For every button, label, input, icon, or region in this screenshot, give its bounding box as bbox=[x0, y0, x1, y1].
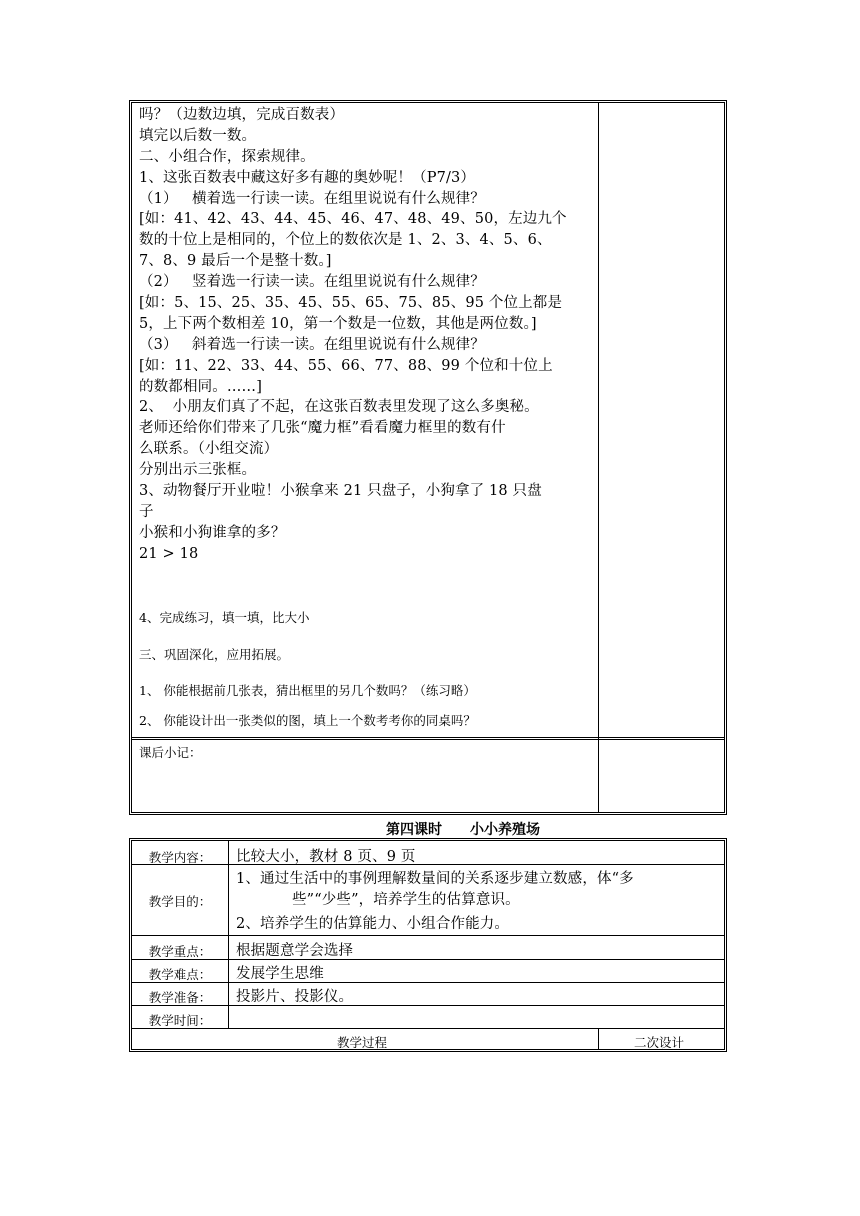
goal-label: 教学目的： bbox=[148, 894, 212, 909]
content-label: 教学内容： bbox=[148, 850, 212, 865]
text-line: 4、完成练习，填一填，比大小 bbox=[139, 610, 310, 625]
text-line: 么联系。（小组交流） bbox=[139, 441, 279, 458]
lesson-info-table bbox=[129, 838, 727, 1052]
text-line: 数的十位上是相同的，个位上的数依次是 1、2、3、4、5、6、 bbox=[139, 232, 552, 249]
redesign-label: 二次设计 bbox=[634, 1035, 685, 1050]
text-line: 吗？（边数边填，完成百数表） bbox=[139, 107, 345, 123]
text-line: [如：11、22、33、44、55、66、77、88、99 个位和十位上 bbox=[139, 357, 553, 374]
text-line: 子 bbox=[139, 503, 154, 520]
difficulty-value: 发展学生思维 bbox=[236, 966, 324, 982]
goal-line: 2、培养学生的估算能力、小组合作能力。 bbox=[236, 916, 510, 932]
after-class-notes-label: 课后小记： bbox=[139, 745, 202, 760]
row-divider bbox=[132, 935, 724, 936]
text-line: 5，上下两个数相差 10，第一个数是一位数，其他是两位数。] bbox=[139, 315, 537, 332]
prep-value: 投影片、投影仪。 bbox=[236, 989, 354, 1005]
text-line: 三、巩固深化，应用拓展。 bbox=[139, 647, 290, 662]
row-divider bbox=[132, 737, 724, 740]
content-value: 比较大小，教材 8 页、9 页 bbox=[236, 849, 416, 865]
lesson-period: 第四课时 bbox=[386, 822, 442, 838]
text-line: 2、 你能设计出一张类似的图，填上一个数考考你的同桌吗？ bbox=[139, 713, 476, 728]
text-line: 7、8、9 最后一个是整十数。] bbox=[139, 253, 332, 270]
text-line: （2） 竖着选一行读一读。在组里说说有什么规律？ bbox=[139, 274, 485, 291]
text-line: 21 > 18 bbox=[139, 545, 199, 562]
text-line: 2、 小朋友们真了不起，在这张百数表里发现了这么多奥秘。 bbox=[139, 399, 539, 416]
text-line: 填完以后数一数。 bbox=[139, 127, 257, 144]
text-line: [如：5、15、25、35、45、55、65、75、85、95 个位上都是 bbox=[139, 295, 563, 312]
text-line: 二、小组合作，探索规律。 bbox=[139, 148, 315, 165]
lesson-heading bbox=[386, 819, 540, 839]
text-line: [如：41、42、43、44、45、46、47、48、49、50，左边九个 bbox=[139, 211, 567, 228]
text-line: 的数都相同。……] bbox=[139, 378, 263, 395]
prep-label: 教学准备： bbox=[148, 990, 212, 1005]
text-line: （3） 斜着选一行读一读。在组里说说有什么规律？ bbox=[139, 336, 485, 353]
lesson-process-table bbox=[129, 100, 727, 815]
lesson-title: 小小养殖场 bbox=[470, 822, 540, 838]
text-line: 老师还给你们带来了几张“魔力框”看看魔力框里的数有什 bbox=[139, 420, 506, 437]
text-line: （1） 横着选一行读一读。在组里说说有什么规律？ bbox=[139, 190, 485, 207]
text-line: 3、动物餐厅开业啦！小猴拿来 21 只盘子，小狗拿了 18 只盘 bbox=[139, 483, 542, 500]
process-label: 教学过程 bbox=[337, 1035, 388, 1050]
time-label: 教学时间： bbox=[148, 1013, 212, 1028]
difficulty-label: 教学难点： bbox=[148, 967, 212, 982]
text-line: 1、这张百数表中藏这好多有趣的奥妙呢！（P7/3） bbox=[139, 169, 476, 186]
lesson-process-text bbox=[139, 105, 595, 565]
text-line: 分别出示三张框。 bbox=[139, 462, 257, 479]
column-divider bbox=[598, 103, 599, 812]
goal-line: 些”“少些”，培养学生的估算意识。 bbox=[292, 892, 520, 908]
goal-line: 1、通过生活中的事例理解数量间的关系逐步建立数感，体“多 bbox=[236, 871, 634, 887]
column-divider bbox=[598, 1028, 599, 1049]
text-line: 小猴和小狗谁拿的多？ bbox=[139, 524, 286, 541]
focus-label: 教学重点： bbox=[148, 944, 212, 959]
focus-value: 根据题意学会选择 bbox=[236, 943, 354, 959]
text-line: 1、 你能根据前几张表，猜出框里的另几个数吗？（练习略） bbox=[139, 683, 476, 698]
